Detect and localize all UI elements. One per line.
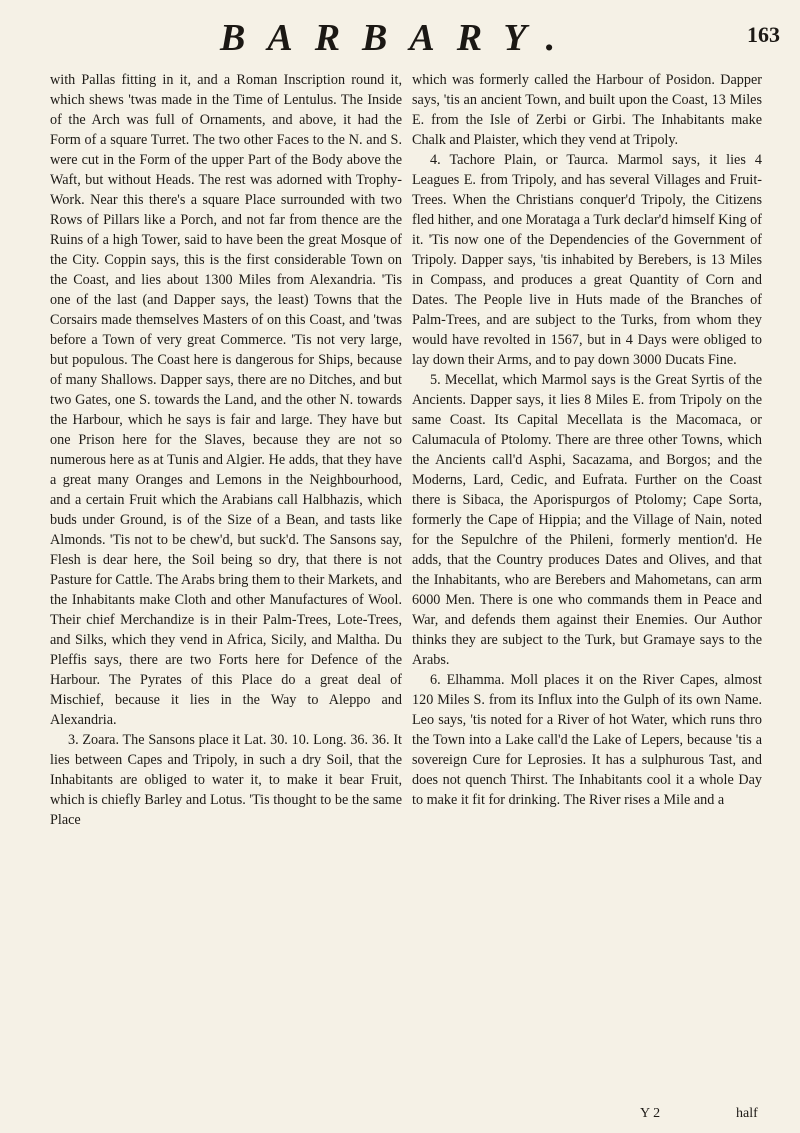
catchword: half xyxy=(736,1106,758,1121)
paragraph: 6. Elhamma. Moll places it on the River Capes, almost 120 Miles S. from its Influx into the Gulph of its own Name. Leo says, 'tis noted for a River of hot Water, which runs thro the Town into a Lake call'd the Lake of Lepers, because 'tis a sovereign Cure for Leprosies. It has a sulphurous Tast, and does not quench Thirst. The Inhabitants cool it a whole Day to make it fit for drinking. The River rises a Mile and a xyxy=(412,672,762,808)
running-head: BARBARY. xyxy=(220,17,578,59)
right-column xyxy=(412,70,762,810)
page-header xyxy=(40,8,780,68)
signature-mark: Y 2 xyxy=(640,1106,661,1121)
paragraph: 4. Tachore Plain, or Taurca. Marmol says, it lies 4 Leagues E. from Tripoly, and has several Villages and Fruit-Trees. When the Christians conquer'd Tripoly, the Citizens fled hither, and one Morataga a Turk declar'd himself King of it. 'Tis now one of the Dependencies of the Government of Tripoly. Dapper says, 'tis inhabited by Berebers, is 13 Miles in Compass, and produces a great Quantity of Corn and Dates. The People live in Huts made of the Branches of Palm-Trees, and are subject to the Turks, from whom they would have revolted in 1567, but in 4 Days were obliged to lay down their Arms, and to pay down 3000 Ducats Fine. xyxy=(412,152,762,368)
paragraph: 5. Mecellat, which Marmol says is the Great Syrtis of the Ancients. Dapper says, it lies 8 Miles E. from Tripoly on the same Coast. Its Capital Mecellata is the Macomaca, or Calumacula of Ptolomy. There are three other Towns, which the Ancients call'd Asphi, Sacazama, and Borgos; and the Moderns, Lard, Cedic, and Eufrata. Further on the Coast there is Sibaca, the Aporispurgos of Ptolomy; Cape Sorta, formerly the Cape of Hippia; and the Village of Nain, noted for the Sepulchre of the Phileni, formerly mention'd. He adds, that the Country produces Dates and Olives, and that the Inhabitants, who are Berebers and Mahometans, can arm 6000 Men. There is one who commands them in Peace and War, and defends them against their Enemies. Our Author thinks they are subject to the Turk, but Gramaye says to the Arabs. xyxy=(412,372,762,668)
paragraph: 3. Zoara. The Sansons place it Lat. 30. 10. Long. 36. 36. It lies between Capes and Tripoly, in such a dry Soil, that the Inhabitants are obliged to water it, to make it bear Fruit, which is chiefly Barley and Lotus. 'Tis thought to be the same Place xyxy=(50,732,402,828)
left-column xyxy=(50,70,402,830)
page-number: 163 xyxy=(747,22,780,47)
paragraph: which was formerly called the Harbour of Posidon. Dapper says, 'tis an ancient Town, and built upon the Coast, 13 Miles E. from the Isle of Zerbi or Girbi. The Inhabitants make Chalk and Plaister, which they vend at Tripoly. xyxy=(412,72,762,148)
paragraph: with Pallas fitting in it, and a Roman Inscription round it, which shews 'twas made in the Time of Lentulus. The Inside of the Arch was full of Ornaments, and above, it had the Form of a square Turret. The two other Faces to the N. and S. were cut in the Form of the upper Part of the Body above the Waft, but without Heads. The rest was adorned with Trophy-Work. Near this there's a square Place surrounded with two Rows of Pillars like a Porch, and not far from thence are the Ruins of a high Tower, said to have been the great Mosque of the City. Coppin says, this is the first considerable Town on the Coast, and lies about 1300 Miles from Alexandria. 'Tis one of the last (and Dapper says, the least) Towns that the Corsairs made themselves Masters of on this Coast, and 'twas before a Town of very great Commerce. 'Tis not very large, but populous. The Coast here is dangerous for Ships, because of many Shallows. Dapper says, there are no Ditches, and but two Gates, one S. towards the Land, and the other N. towards the Harbour, which he says is fair and large. They have but one Prison here for the Slaves, because they are not so numerous here as at Tunis and Algier. He adds, that they have a great many Oranges and Lemons in the Neighbourhood, and a certain Fruit which the Arabians call Halbhazis, which buds under Ground, is of the Size of a Bean, and tasts like Almonds. 'Tis not to be chew'd, but suck'd. The Sansons say, Flesh is dear here, the Soil being so dry, that there is not Pasture for Cattle. The Arabs bring them to their Markets, and the Inhabitants make Cloth and other Manufactures of Wool. Their chief Merchandize is in their Palm-Trees, Lote-Trees, and Silks, which they vend in Africa, Sicily, and Maltha. Du Pleffis says, there are two Forts here for Defence of the Harbour. The Pyrates of this Place do a great deal of Mischief, because it lies in the Way to Aleppo and Alexandria. xyxy=(50,72,402,728)
